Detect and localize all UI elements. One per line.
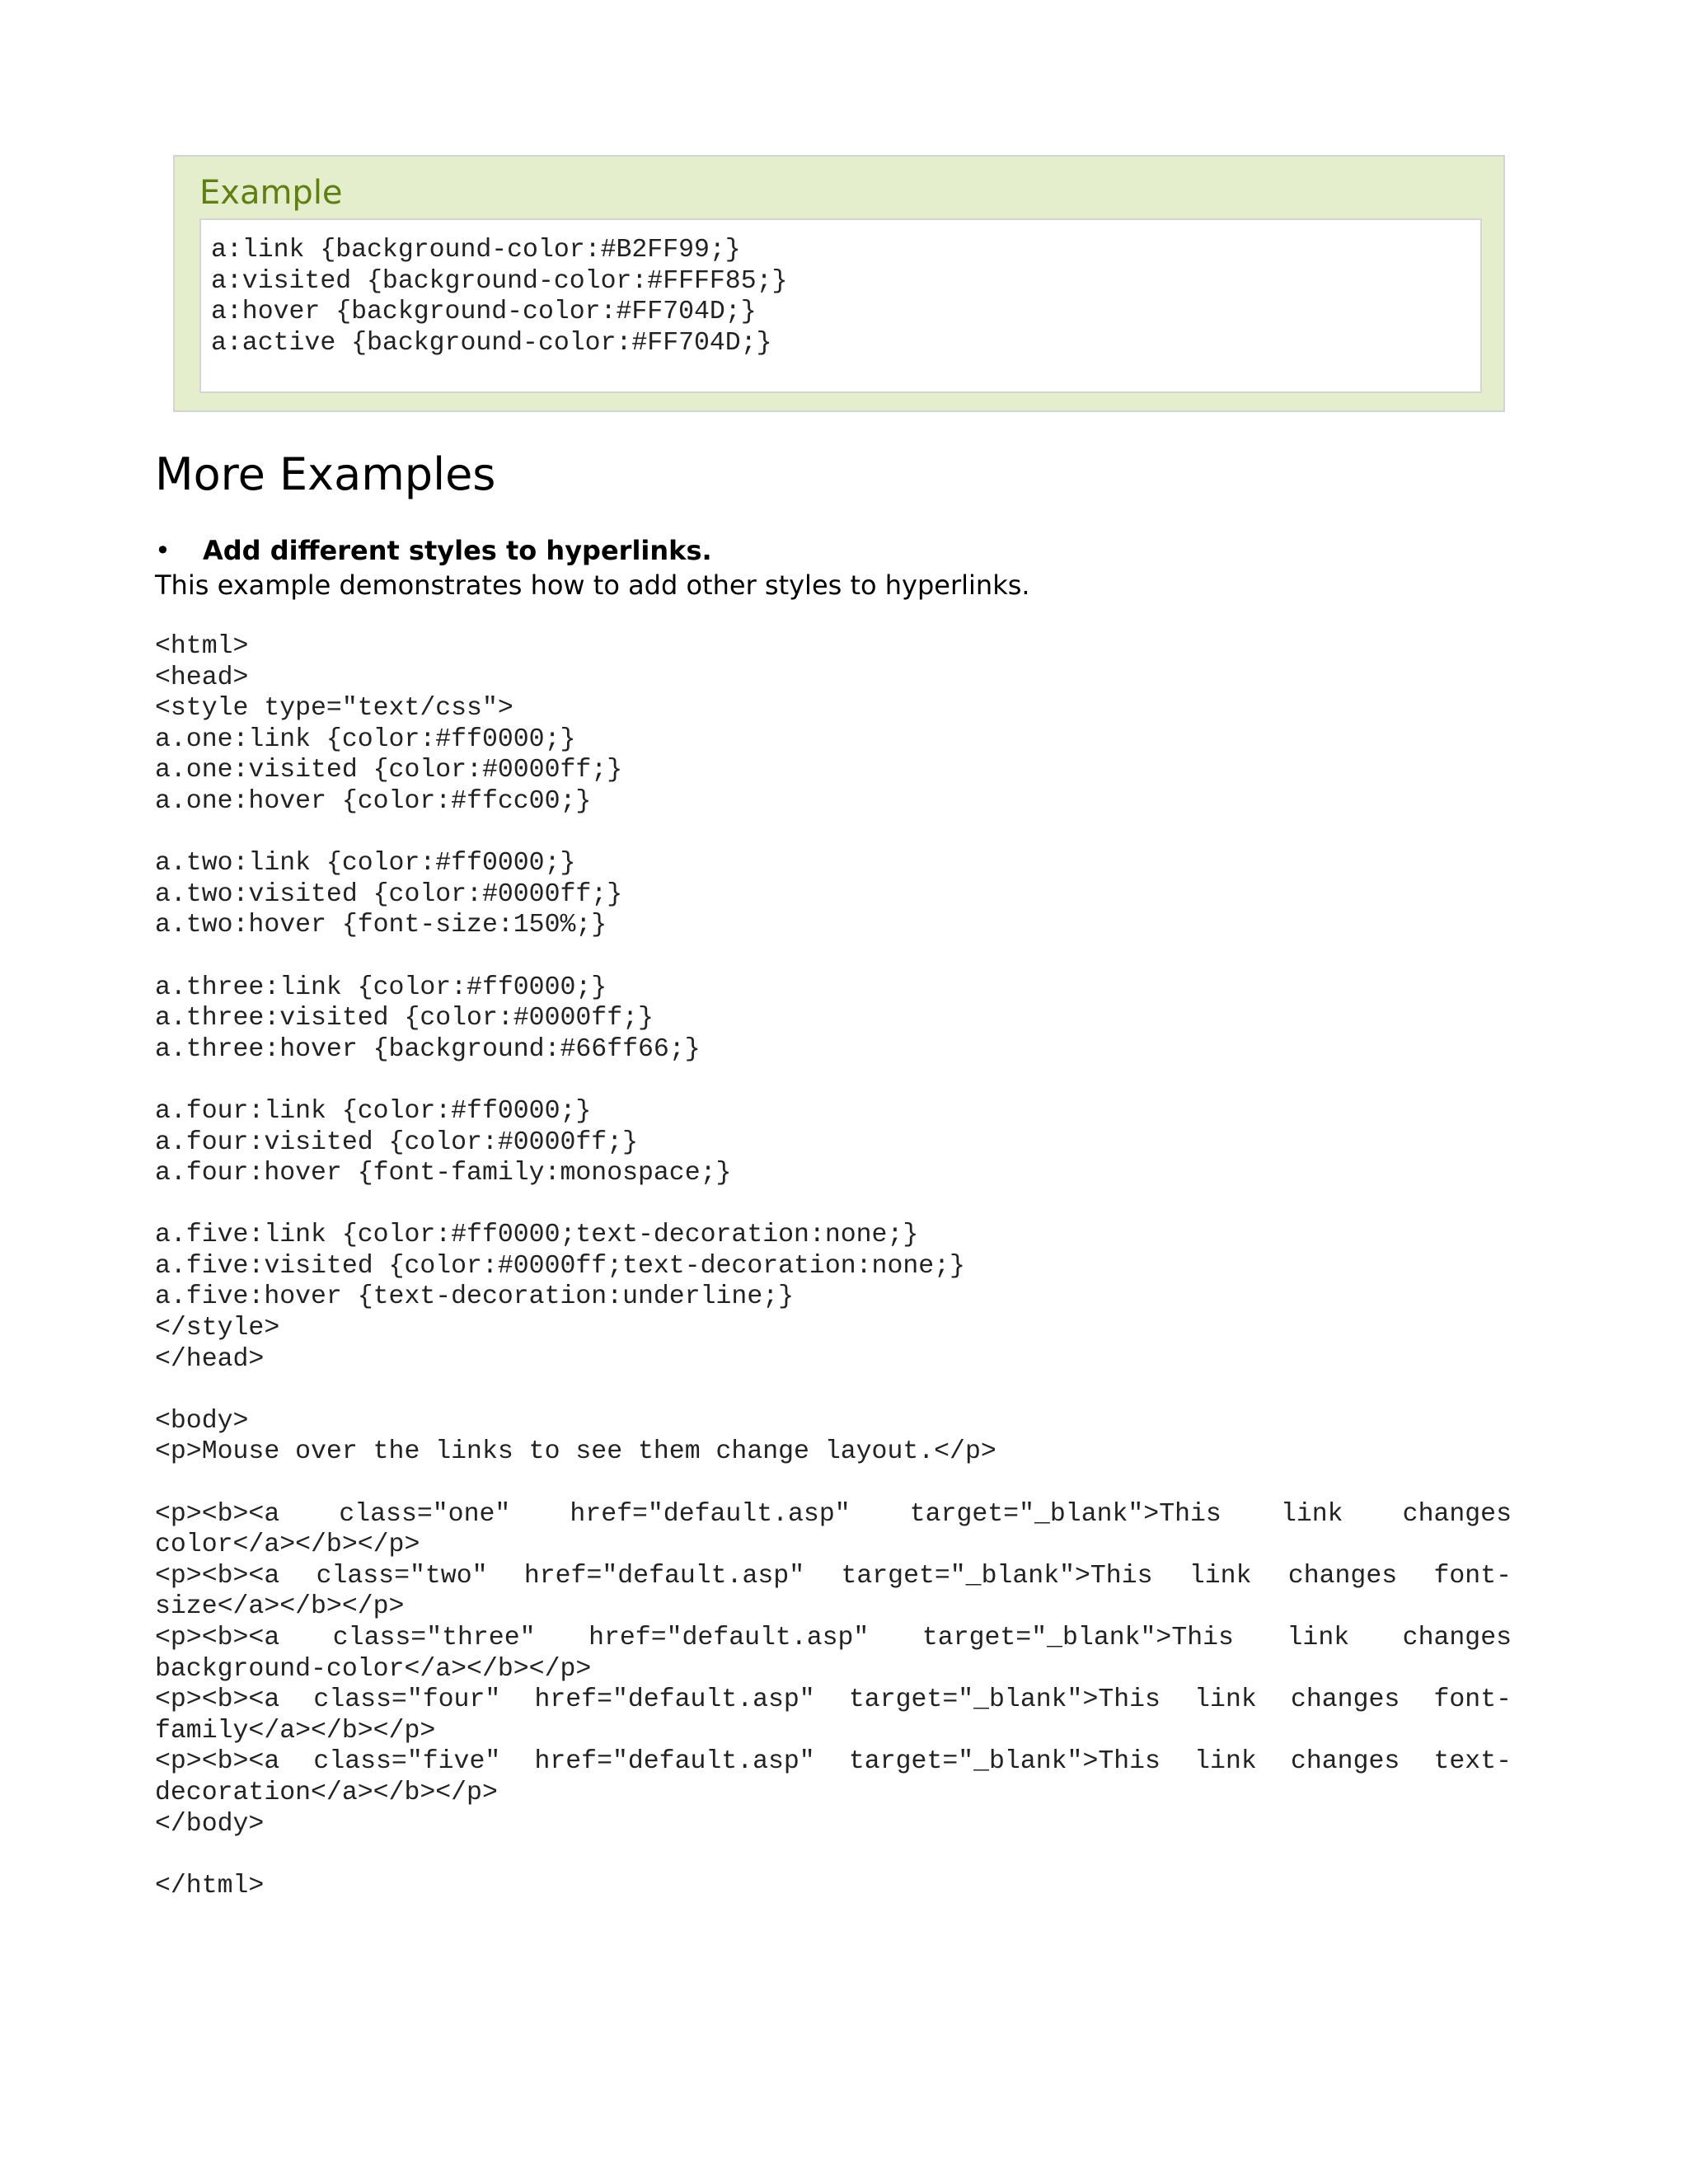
code-line xyxy=(155,1840,1512,1871)
code-line: a.five:hover {text-decoration:underline;} xyxy=(155,1282,795,1312)
code-line: <p><b><a class="three" href="default.asp" target="_blank">This link changes xyxy=(155,1624,1512,1652)
example-code-line: a:active {background-color:#FF704D;} xyxy=(211,328,772,358)
code-line: <p><b><a class="two" href="default.asp" target="_blank">This link changes font- xyxy=(155,1561,1512,1591)
code-line: <p><b><a class="four" href="default.asp" target="_blank">This link changes font- xyxy=(155,1685,1512,1715)
code-line: a.two:visited {color:#0000ff;} xyxy=(155,879,623,909)
code-line: a.four:link {color:#ff0000;} xyxy=(155,1096,592,1126)
code-line xyxy=(155,818,1512,849)
code-line xyxy=(155,941,1512,972)
example-code-line: a:hover {background-color:#FF704D;} xyxy=(211,298,757,327)
code-line: a.one:visited {color:#0000ff;} xyxy=(155,756,623,785)
code-line: </html> xyxy=(155,1871,265,1900)
code-line: <html> xyxy=(155,632,249,661)
bullet-icon: • xyxy=(155,535,171,566)
code-line: <p>Mouse over the links to see them change layout.</p> xyxy=(155,1437,996,1467)
code-line xyxy=(155,1065,1512,1096)
more-examples-heading: More Examples xyxy=(155,448,496,500)
code-line: color</a></b></p> xyxy=(155,1530,420,1560)
example-item-title: Add different styles to hyperlinks. xyxy=(203,535,712,566)
code-line: <p><b><a class="five" href="default.asp" target="_blank">This link changes text- xyxy=(155,1747,1512,1777)
example-box xyxy=(173,155,1505,412)
code-line: background-color</a></b></p> xyxy=(155,1654,592,1684)
code-line: a.one:hover {color:#ffcc00;} xyxy=(155,786,592,816)
code-line: size</a></b></p> xyxy=(155,1592,405,1622)
code-line xyxy=(155,1375,1512,1406)
example-code-line: a:link {background-color:#B2FF99;} xyxy=(211,236,741,265)
example-item-description: This example demonstrates how to add other styles to hyperlinks. xyxy=(155,569,1030,601)
code-line: </head> xyxy=(155,1344,265,1374)
code-line: a.five:visited {color:#0000ff;text-decoration:none;} xyxy=(155,1251,965,1281)
code-line xyxy=(155,1468,1512,1499)
code-line xyxy=(155,1189,1512,1221)
example-code-line: a:visited {background-color:#FFFF85;} xyxy=(211,266,788,296)
example-title: Example xyxy=(199,174,343,212)
code-line: a.three:link {color:#ff0000;} xyxy=(155,972,607,1002)
code-line: a.four:hover {font-family:monospace;} xyxy=(155,1159,732,1188)
code-line: family</a></b></p> xyxy=(155,1716,436,1746)
code-line: a.three:visited {color:#0000ff;} xyxy=(155,1004,654,1033)
code-line: a.four:visited {color:#0000ff;} xyxy=(155,1127,638,1157)
code-line: <head> xyxy=(155,663,249,692)
code-line: </style> xyxy=(155,1314,280,1343)
code-line: a.two:link {color:#ff0000;} xyxy=(155,849,576,879)
example-code-box xyxy=(199,218,1482,393)
code-line: <p><b><a class="one" href="default.asp" target="_blank">This link changes xyxy=(155,1499,1512,1529)
code-line: <body> xyxy=(155,1406,249,1436)
code-line: a.five:link {color:#ff0000;text-decoration:none;} xyxy=(155,1221,919,1250)
example-source-code xyxy=(155,631,1512,1901)
code-line: </body> xyxy=(155,1809,265,1839)
code-line: a.three:hover {background:#66ff66;} xyxy=(155,1034,701,1064)
code-line: decoration</a></b></p> xyxy=(155,1778,498,1807)
code-line: <style type="text/css"> xyxy=(155,694,513,724)
code-line: a.two:hover {font-size:150%;} xyxy=(155,911,607,940)
code-line: a.one:link {color:#ff0000;} xyxy=(155,724,576,754)
